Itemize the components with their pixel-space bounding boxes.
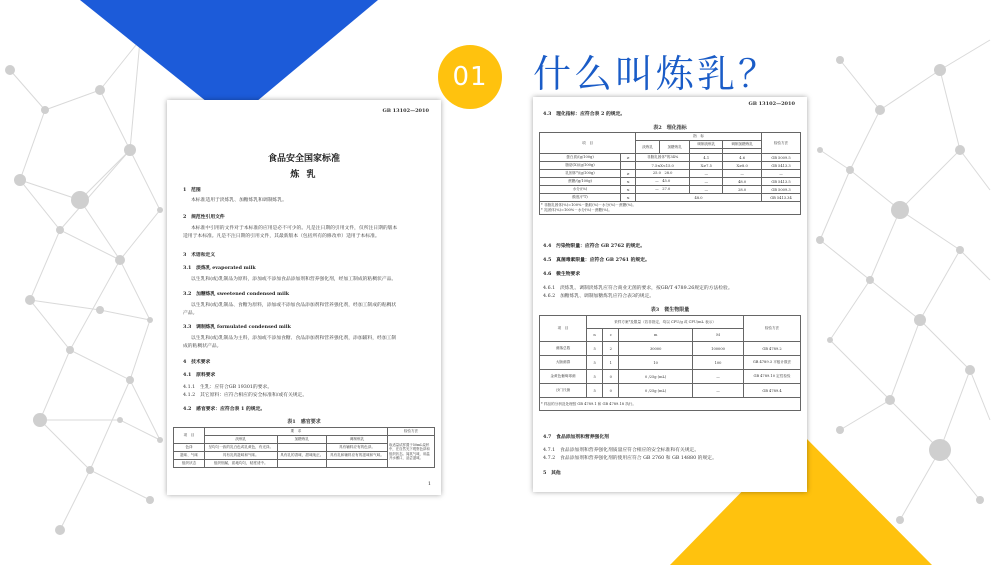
section-4-6: 4.6 微生物要求 [543, 271, 581, 277]
table-cell: GB 4789.3 平板计数法 [744, 356, 801, 370]
table-cell: 0 [603, 370, 619, 384]
section-4-1-1: 4.1.1 生乳：应符合GB 19301的要求。 [183, 385, 273, 390]
table-1-caption: 表1 感官要求 [287, 419, 321, 425]
document-page-right [533, 97, 807, 492]
section-3-3: 3.3 调制炼乳 formulated condensed milk [183, 324, 291, 330]
table-cell: — [693, 384, 744, 398]
table-cell: 菌落总数 [540, 342, 587, 356]
table-cell: 乳固体*/(g/100g) [540, 170, 621, 178]
table-cell: 0 /25g (mL) [619, 384, 693, 398]
table-cell: 100000 [693, 342, 744, 356]
section-4-7: 4.7 食品添加剂和营养强化剂 [543, 434, 609, 440]
table-cell: GB 4789.4 [744, 384, 801, 398]
table-cell [621, 162, 636, 170]
table-2-header-method: 检验方法 [762, 133, 801, 154]
table-cell: 2 [603, 342, 619, 356]
table-cell: GB 5413.5 [762, 178, 801, 186]
table-cell: 1 [603, 356, 619, 370]
table-row [540, 178, 801, 186]
section-4-2: 4.2 感官要求：应符合表 1 的规定。 [183, 406, 266, 412]
page-number: 1 [427, 481, 431, 487]
table-cell [277, 444, 326, 452]
section-3: 3 术语和定义 [183, 252, 216, 258]
table-cell: ≤ [621, 194, 636, 202]
table-row [540, 370, 801, 384]
table-cell: 具有乳的香味，甜味纯正。 [277, 452, 326, 460]
table-cell: 10 [619, 356, 693, 370]
table-2-caption: 表2 理化指标 [653, 125, 687, 131]
table-1-header-method: 检验方法 [388, 428, 435, 436]
table-cell: 0 /25g (mL) [619, 370, 693, 384]
table-cell: 4.6 [723, 154, 762, 162]
table-row [540, 186, 801, 194]
table-3-caption: 表3 微生物限量 [650, 307, 690, 313]
table-2-note: * 乳固体(%)=100%－水分(%)－蔗糖(%)。 [541, 208, 612, 212]
table-cell: 7.5≤X<15.0 [636, 162, 690, 170]
table-3 [539, 315, 801, 411]
table-cell: 大肠菌群 [540, 356, 587, 370]
section-4-1: 4.1 原料要求 [183, 372, 216, 378]
table-1-subcol: 调制炼乳 [326, 436, 387, 444]
table-cell: — [690, 186, 723, 194]
table-cell: 4.1 [690, 154, 723, 162]
table-cell: 具有乳的滋味和气味。 [205, 452, 278, 460]
table-1-subcol: 加糖炼乳 [277, 436, 326, 444]
table-cell: 5 [587, 356, 603, 370]
table-2-note: * 非脂乳固体(%)=100%－脂肪(%)－水分(%)－蔗糖(%)。 [541, 203, 637, 207]
slide-title: 什么叫炼乳？ [533, 52, 780, 96]
section-4-7-1: 4.7.1 食品添加剂和营养强化剂质量应符合相应的安全标准和有关规定。 [543, 448, 700, 453]
table-2-subcol: 调制淡炼乳 [690, 141, 723, 149]
table-cell: 组织细腻，质地均匀，粘度适中。 [205, 460, 278, 468]
table-cell: 28.0 [723, 186, 762, 194]
table-cell: — 45.0 [636, 178, 690, 186]
table-cell: GB 5413.3 [762, 162, 801, 170]
table-cell: — [723, 170, 762, 178]
table-2-header-index: 指 标 [636, 133, 762, 141]
section-3-1-text: 以生乳和(或)乳制品为原料，添加或不添加食品添加剂和营养强化剂，经加工制成的粘稠状产品。 [191, 277, 397, 282]
table-cell [277, 460, 326, 468]
section-3-2-text-2: 产品。 [183, 311, 198, 316]
table-cell: — [762, 170, 801, 178]
section-1: 1 范围 [183, 187, 201, 193]
table-cell: X≥8.0 [723, 162, 762, 170]
table-cell: 组织状态 [174, 460, 205, 468]
document-title: 食品安全国家标准 [267, 154, 340, 164]
table-2 [539, 132, 801, 215]
table-cell: 酸度/(°T) [540, 194, 621, 202]
table-cell: ≤ [621, 186, 636, 194]
table-cell: GB 5009.5 [762, 154, 801, 162]
table-cell: 金黄色葡萄球菌 [540, 370, 587, 384]
table-3-subcol: n [587, 329, 603, 342]
table-2-notes [540, 202, 801, 215]
table-3-subcol: M [693, 329, 744, 342]
table-3-note: * 样品的分析及处理按 GB 4789.1 和 GB 4789.18 执行。 [540, 398, 801, 411]
table-cell [326, 460, 387, 468]
table-2-subcol: 加糖炼乳 [660, 141, 690, 154]
table-cell: 具有乳和辅料应有的滋味和气味。 [326, 452, 387, 460]
table-cell: 沙门氏菌 [540, 384, 587, 398]
section-4-1-2: 4.1.2 其它原料：应符合相应的安全标准和/或有关规定。 [183, 393, 308, 398]
table-1-method-text: 取适量试样置于50mL烧杯中，在自然光下观察色泽和组织状态。闻其气味，用温开水漱口，品尝滋味。 [388, 436, 435, 468]
document-page-left [167, 100, 441, 495]
table-cell: 5 [587, 384, 603, 398]
section-number: 01 [452, 62, 488, 92]
table-3-subcol: m [619, 329, 693, 342]
table-cell: 蔗糖/(g/100g) [540, 178, 621, 186]
table-cell: 5 [587, 342, 603, 356]
table-row [540, 170, 801, 178]
table-2-subcol: 淡炼乳 [636, 141, 660, 154]
section-5: 5 其他 [543, 470, 561, 476]
table-1 [173, 427, 435, 468]
section-3-3-text-1: 以生乳和(或)乳制品为主料，添加或不添加食糖、食品添加剂和营养强化剂，添加辅料，经加工制 [191, 336, 397, 341]
table-cell: ≥ [621, 154, 636, 162]
table-cell: 呈均匀一致的乳白色或乳黄色，有光泽。 [205, 444, 278, 452]
table-cell: 非脂乳固体*的34% [636, 154, 690, 162]
table-cell: 5 [587, 370, 603, 384]
table-cell: ≤ [621, 178, 636, 186]
std-code: GB 13102—2010 [382, 108, 429, 114]
section-4-5: 4.5 真菌毒素限量：应符合 GB 2761 的规定。 [543, 257, 650, 263]
table-cell: 滋味、气味 [174, 452, 205, 460]
table-3-header-project: 项 目 [540, 316, 587, 342]
section-number-badge [438, 45, 502, 109]
section-1-text: 本标准适用于淡炼乳、加糖炼乳和调制炼乳。 [191, 198, 287, 203]
table-row [540, 342, 801, 356]
table-cell: GB 4789.2 [744, 342, 801, 356]
table-row [540, 162, 801, 170]
table-cell: — [690, 178, 723, 186]
section-3-1: 3.1 淡炼乳 evaporated milk [183, 265, 256, 271]
table-cell: 48.0 [723, 178, 762, 186]
table-3-header-plan: 采样方案*及限量（若非指定，均以 CFU/g 或 CFU/mL 表示） [587, 316, 744, 329]
table-cell: 25.0 28.0 [636, 170, 690, 178]
table-1-subcol: 淡炼乳 [205, 436, 278, 444]
table-cell: 水分/(%) [540, 186, 621, 194]
document-subtitle: 炼 乳 [290, 170, 318, 180]
table-row [540, 384, 801, 398]
section-4-3: 4.3 理化指标：应符合表 2 的规定。 [543, 111, 626, 117]
section-4: 4 技术要求 [183, 359, 211, 365]
section-2-text-1: 本标准中引用的文件对于本标准的应用是必不可少的。凡是注日期的引用文件，仅所注日期的版本 [191, 226, 398, 231]
section-2: 2 规范性引用文件 [183, 214, 225, 220]
table-cell: X≥7.5 [690, 162, 723, 170]
table-1-header-req: 要 求 [205, 428, 388, 436]
table-cell: — [693, 370, 744, 384]
section-4-6-2: 4.6.2 加糖炼乳、调制加糖炼乳应符合表3的规定。 [543, 294, 655, 299]
table-2-subcol: 调制加糖炼乳 [723, 141, 762, 149]
table-1-header-project: 项 目 [174, 428, 205, 444]
table-row [540, 154, 801, 162]
table-cell: GB 5009.3 [762, 186, 801, 194]
std-code: GB 13102—2010 [748, 101, 795, 107]
table-cell: GB 4789.10 定性检验 [744, 370, 801, 384]
table-cell: 具有辅料应有的色泽。 [326, 444, 387, 452]
section-4-4: 4.4 污染物限量：应符合 GB 2762 的规定。 [543, 243, 646, 249]
table-row [540, 356, 801, 370]
table-cell: 色泽 [174, 444, 205, 452]
section-4-7-2: 4.7.2 食品添加剂和营养强化剂的使用应符合 GB 2760 和 GB 14880 的规定。 [543, 456, 717, 461]
section-3-3-text-2: 成的粘稠状产品。 [183, 344, 222, 349]
section-4-6-1: 4.6.1 淡炼乳、调制淡炼乳应符合商业无菌的要求，按GB/T 4789.26规定的方法检验。 [543, 286, 733, 291]
table-3-subcol: c [603, 329, 619, 342]
table-cell: 100 [693, 356, 744, 370]
table-cell: 48.0 [636, 194, 762, 202]
table-cell: — 27.0 [636, 186, 690, 194]
table-cell: 30000 [619, 342, 693, 356]
table-2-header-project: 项 目 [540, 133, 636, 154]
table-cell: 脂肪(X)/(g/100g) [540, 162, 621, 170]
table-cell: ≥ [621, 170, 636, 178]
section-3-2: 3.2 加糖炼乳 sweetened condensed milk [183, 291, 290, 297]
table-cell: 蛋白质/(g/100g) [540, 154, 621, 162]
section-2-text-2: 适用于本标准。凡是不注日期的引用文件，其最新版本（包括所有的修改单）适用于本标准。 [183, 234, 380, 239]
section-3-2-text-1: 以生乳和(或)乳制品、食糖为原料，添加或不添加食品添加剂和营养强化剂，经加工制成的粘稠状 [191, 303, 397, 308]
table-row [540, 194, 801, 202]
table-cell: GB 5413.34 [762, 194, 801, 202]
table-3-header-method: 检验方法 [744, 316, 801, 342]
table-cell: — [690, 170, 723, 178]
table-cell: 0 [603, 384, 619, 398]
